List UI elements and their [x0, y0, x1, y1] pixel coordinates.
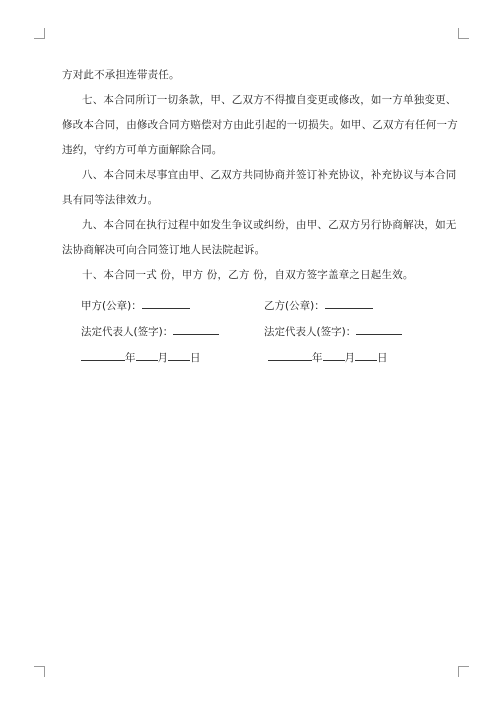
crop-mark-bottom-right [458, 666, 469, 677]
crop-mark-bottom-left [34, 666, 45, 677]
party-b-seal-row [264, 297, 373, 313]
party-b-day-blank [355, 349, 377, 361]
crop-mark-top-right [458, 28, 469, 39]
party-a-day-blank [168, 349, 190, 361]
party-a-seal-row [81, 297, 190, 313]
party-a-year-blank [81, 349, 125, 361]
clause-8-line-1: 八、本合同未尽事宜由甲、乙双方共同协商并签订补充协议，补充协议与本合同 [82, 169, 457, 181]
party-a-rep-blank [173, 323, 219, 335]
clause-9-line-2: 法协商解决可向合同签订地人民法院起诉。 [62, 244, 266, 256]
party-b-seal-label: 乙方(公章)： [264, 300, 325, 312]
party-a-rep-row [81, 323, 219, 339]
clause-7-line-3: 违约，守约方可单方面解除合同。 [62, 144, 223, 156]
party-b-rep-label: 法定代表人(签字)： [264, 326, 357, 338]
party-b-year-label: 年 [312, 352, 323, 364]
party-b-year-blank [268, 349, 312, 361]
party-a-seal-blank [142, 297, 190, 309]
party-b-day-label: 日 [377, 352, 388, 364]
party-b-seal-blank [325, 297, 373, 309]
clause-7-line-2: 修改本合同，由修改合同方赔偿对方由此引起的一切损失。如甲、乙双方有任何一方 [62, 119, 458, 131]
clause-9-line-1: 九、本合同在执行过程中如发生争议或纠纷，由甲、乙双方另行协商解决，如无 [82, 219, 457, 231]
party-b-month-label: 月 [344, 352, 355, 364]
party-b-rep-blank [356, 323, 402, 335]
clause-7-line-1: 七、本合同所订一切条款，甲、乙双方不得擅自变更或修改，如一方单独变更、 [82, 94, 457, 106]
clause-10-line-1: 十、本合同一式 份，甲方 份，乙方 份，自双方签字盖章之日起生效。 [82, 269, 414, 281]
crop-mark-top-left [34, 28, 45, 39]
party-b-month-blank [323, 349, 345, 361]
party-a-month-label: 月 [157, 352, 168, 364]
party-b-rep-row [264, 323, 402, 339]
contract-body [62, 63, 458, 288]
party-a-month-blank [136, 349, 158, 361]
party-a-date-row [81, 349, 201, 365]
party-a-year-label: 年 [125, 352, 136, 364]
party-a-seal-label: 甲方(公章)： [81, 300, 142, 312]
paragraph-line: 方对此不承担连带责任。 [62, 69, 180, 81]
party-a-day-label: 日 [190, 352, 201, 364]
party-b-date-row [268, 349, 388, 365]
party-a-rep-label: 法定代表人(签字)： [81, 326, 174, 338]
clause-8-line-2: 具有同等法律效力。 [62, 194, 159, 206]
